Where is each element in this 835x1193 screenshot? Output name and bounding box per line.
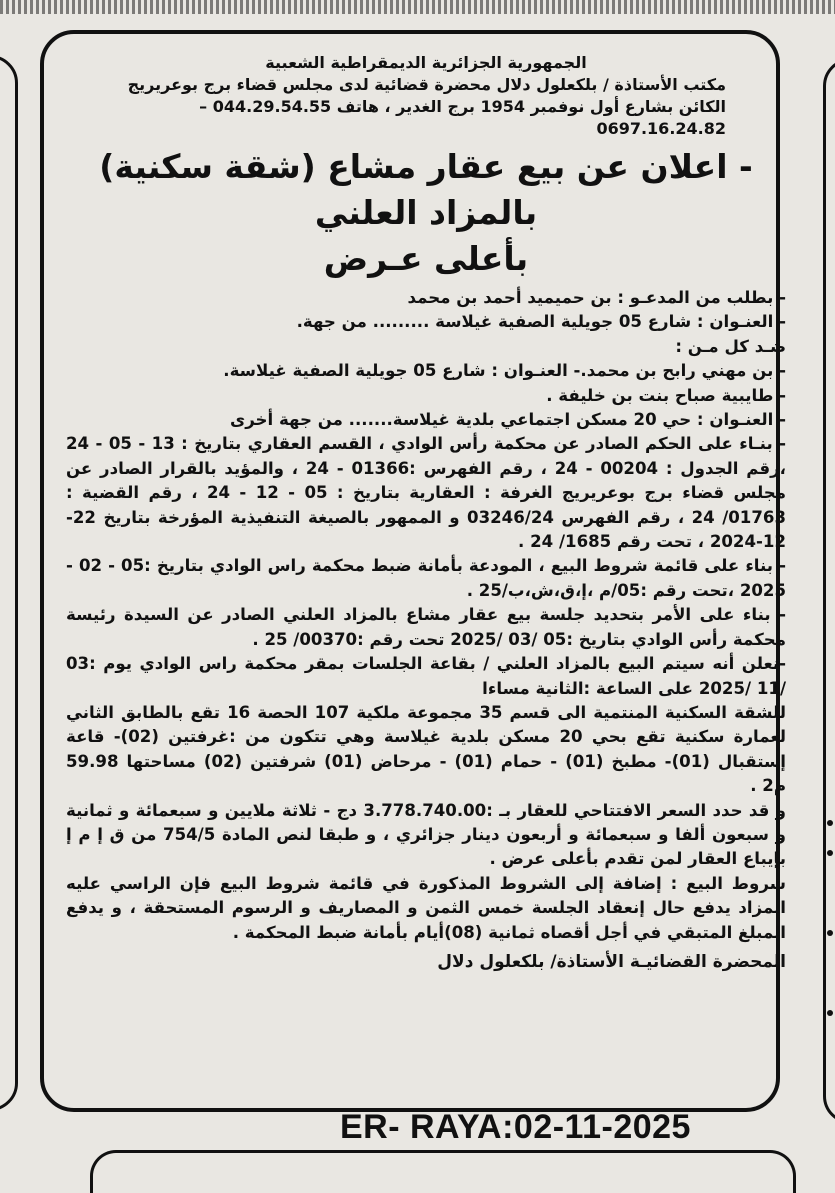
signature: المحضرة القضائيـة الأستاذة/ بلكعلول دلال <box>437 951 786 972</box>
plaintiff-line: - بطلب من المدعـو : بن حميميد أحمد بن محمد <box>407 288 786 307</box>
defendant-1: - بن مهني رابح بن محمد.- العنـوان : شارع 05 جويلية الصفية غيلاسة. <box>223 361 786 381</box>
opening-price: و قد حدد السعر الافتتاحي للعقار بـ :3.778.740.00 دج - ثلاثة ملايين و سبعمائة و ثمانية و سبعون ألفا و سبعمائة و أربعون دينار جزائري ، و طبقا لنص المادة 754/5 من ق إ م إ بإيباع العقار لمن تقدم بأعلى عرض . <box>66 800 786 869</box>
plaintiff-address: - العنـوان : شارع 05 جويلية الصفية غيلاسة ......... من جهة. <box>296 312 786 332</box>
adjacent-ad-border-left <box>0 55 18 1111</box>
sale-conditions-deposit: - بناء على قائمة شروط البيع ، المودعة بأمانة ضبط محكمة راس الوادي بتاريخ :05 - 02 - 2025 ،تحت رقم :05/م ،إ،ق،ش،ب/25 . <box>66 556 786 600</box>
against-label: ضـد كل مـن : <box>675 336 786 356</box>
header-republic: الجمهورية الجزائرية الديمقراطية الشعبية <box>265 53 587 72</box>
margin-dot <box>827 850 833 856</box>
judgment-paragraph: - بنـاء على الحكم الصادر عن محكمة رأس الوادي ، القسم العقاري بتاريخ : 13 - 05 - 24 ،رقم الجدول : 00204 - 24 ، رقم الفهرس :01366 - 24 ، والمؤيد بالقرار الصادر عن مجلس قضاء برج بوعريريج الغرفة : العقارية بتاريخ : 05 - 12 - 24 ، رقم القضية : 01763/ 24 ، رقم الفهرس 03246/24 و الممهور بالصيغة التنفيذية المؤرخة بتاريخ 22-12-2024 ، تحت رقم 1685/ 24 . <box>66 434 786 552</box>
property-description: للشقة السكنية المنتمية الى قسم 35 مجموعة ملكية 107 الحصة 16 تقع بالطابق الثاني لعمارة سكنية تقع بحي 20 مسكن بلدية غيلاسة وهي تتكون من :غرفتين (02)- قاعة إستقبال (01)- مطبخ (01) - حمام (01) - مرحاض (01) شرفتين (02) مساحتها 59.98 م2 . <box>66 702 786 796</box>
adjacent-ad-border-right <box>823 58 835 1124</box>
auction-announcement: -نعلن أنه سيتم البيع بالمزاد العلني / بقاعة الجلسات بمقر محكمة راس الوادي يوم :03 /11 /2025 على الساعة :الثانية مساءا <box>66 654 786 698</box>
sale-terms: شروط البيع : إضافة إلى الشروط المذكورة في قائمة شروط البيع فإن الراسي عليه المزاد يدفع حال إنعقاد الجلسة خمس الثمن و المصاريف و الرسوم المستحقة ، و يدفع المبلغ المتبقي في أجل أقصاه ثمانية (08)أيام بأمانة ضبط المحكمة . <box>66 873 786 942</box>
header-address: الكائن بشارع أول نوفمبر 1954 برج الغدير ، هاتف 044.29.54.55 – 0697.16.24.82 <box>199 97 726 138</box>
margin-dot <box>827 930 833 936</box>
notice-title: - اعلان عن بيع عقار مشاع (شقة سكنية) بالمزاد العلني <box>99 147 753 232</box>
page-edge-strip <box>0 0 835 14</box>
header-office: مكتب الأستاذة / بلكعلول دلال محضرة قضائية لدى مجلس قضاء برج بوعريريج <box>127 75 726 94</box>
margin-dot <box>827 820 833 826</box>
defendant-2-address: - العنـوان : حي 20 مسكن اجتماعي بلدية غيلاسة....... من جهة أخرى <box>229 410 786 430</box>
newspaper-date-stamp: ER- RAYA:02-11-2025 <box>340 1108 691 1146</box>
defendant-2: - طايبية صباح بنت بن خليفة . <box>546 385 786 405</box>
session-order: - بناء على الأمر بتحديد جلسة بيع عقار مشاع بالمزاد العلني الصادر عن السيدة رئيسة محكمة رأس الوادي بتاريخ :05 /03 /2025 تحت رقم :00370/ 25 . <box>66 605 786 649</box>
adjacent-ad-border-bottom <box>90 1150 796 1193</box>
margin-dot <box>827 1010 833 1016</box>
notice-subtitle: بأعلى عـرض <box>323 239 529 278</box>
notice-content <box>66 52 786 975</box>
